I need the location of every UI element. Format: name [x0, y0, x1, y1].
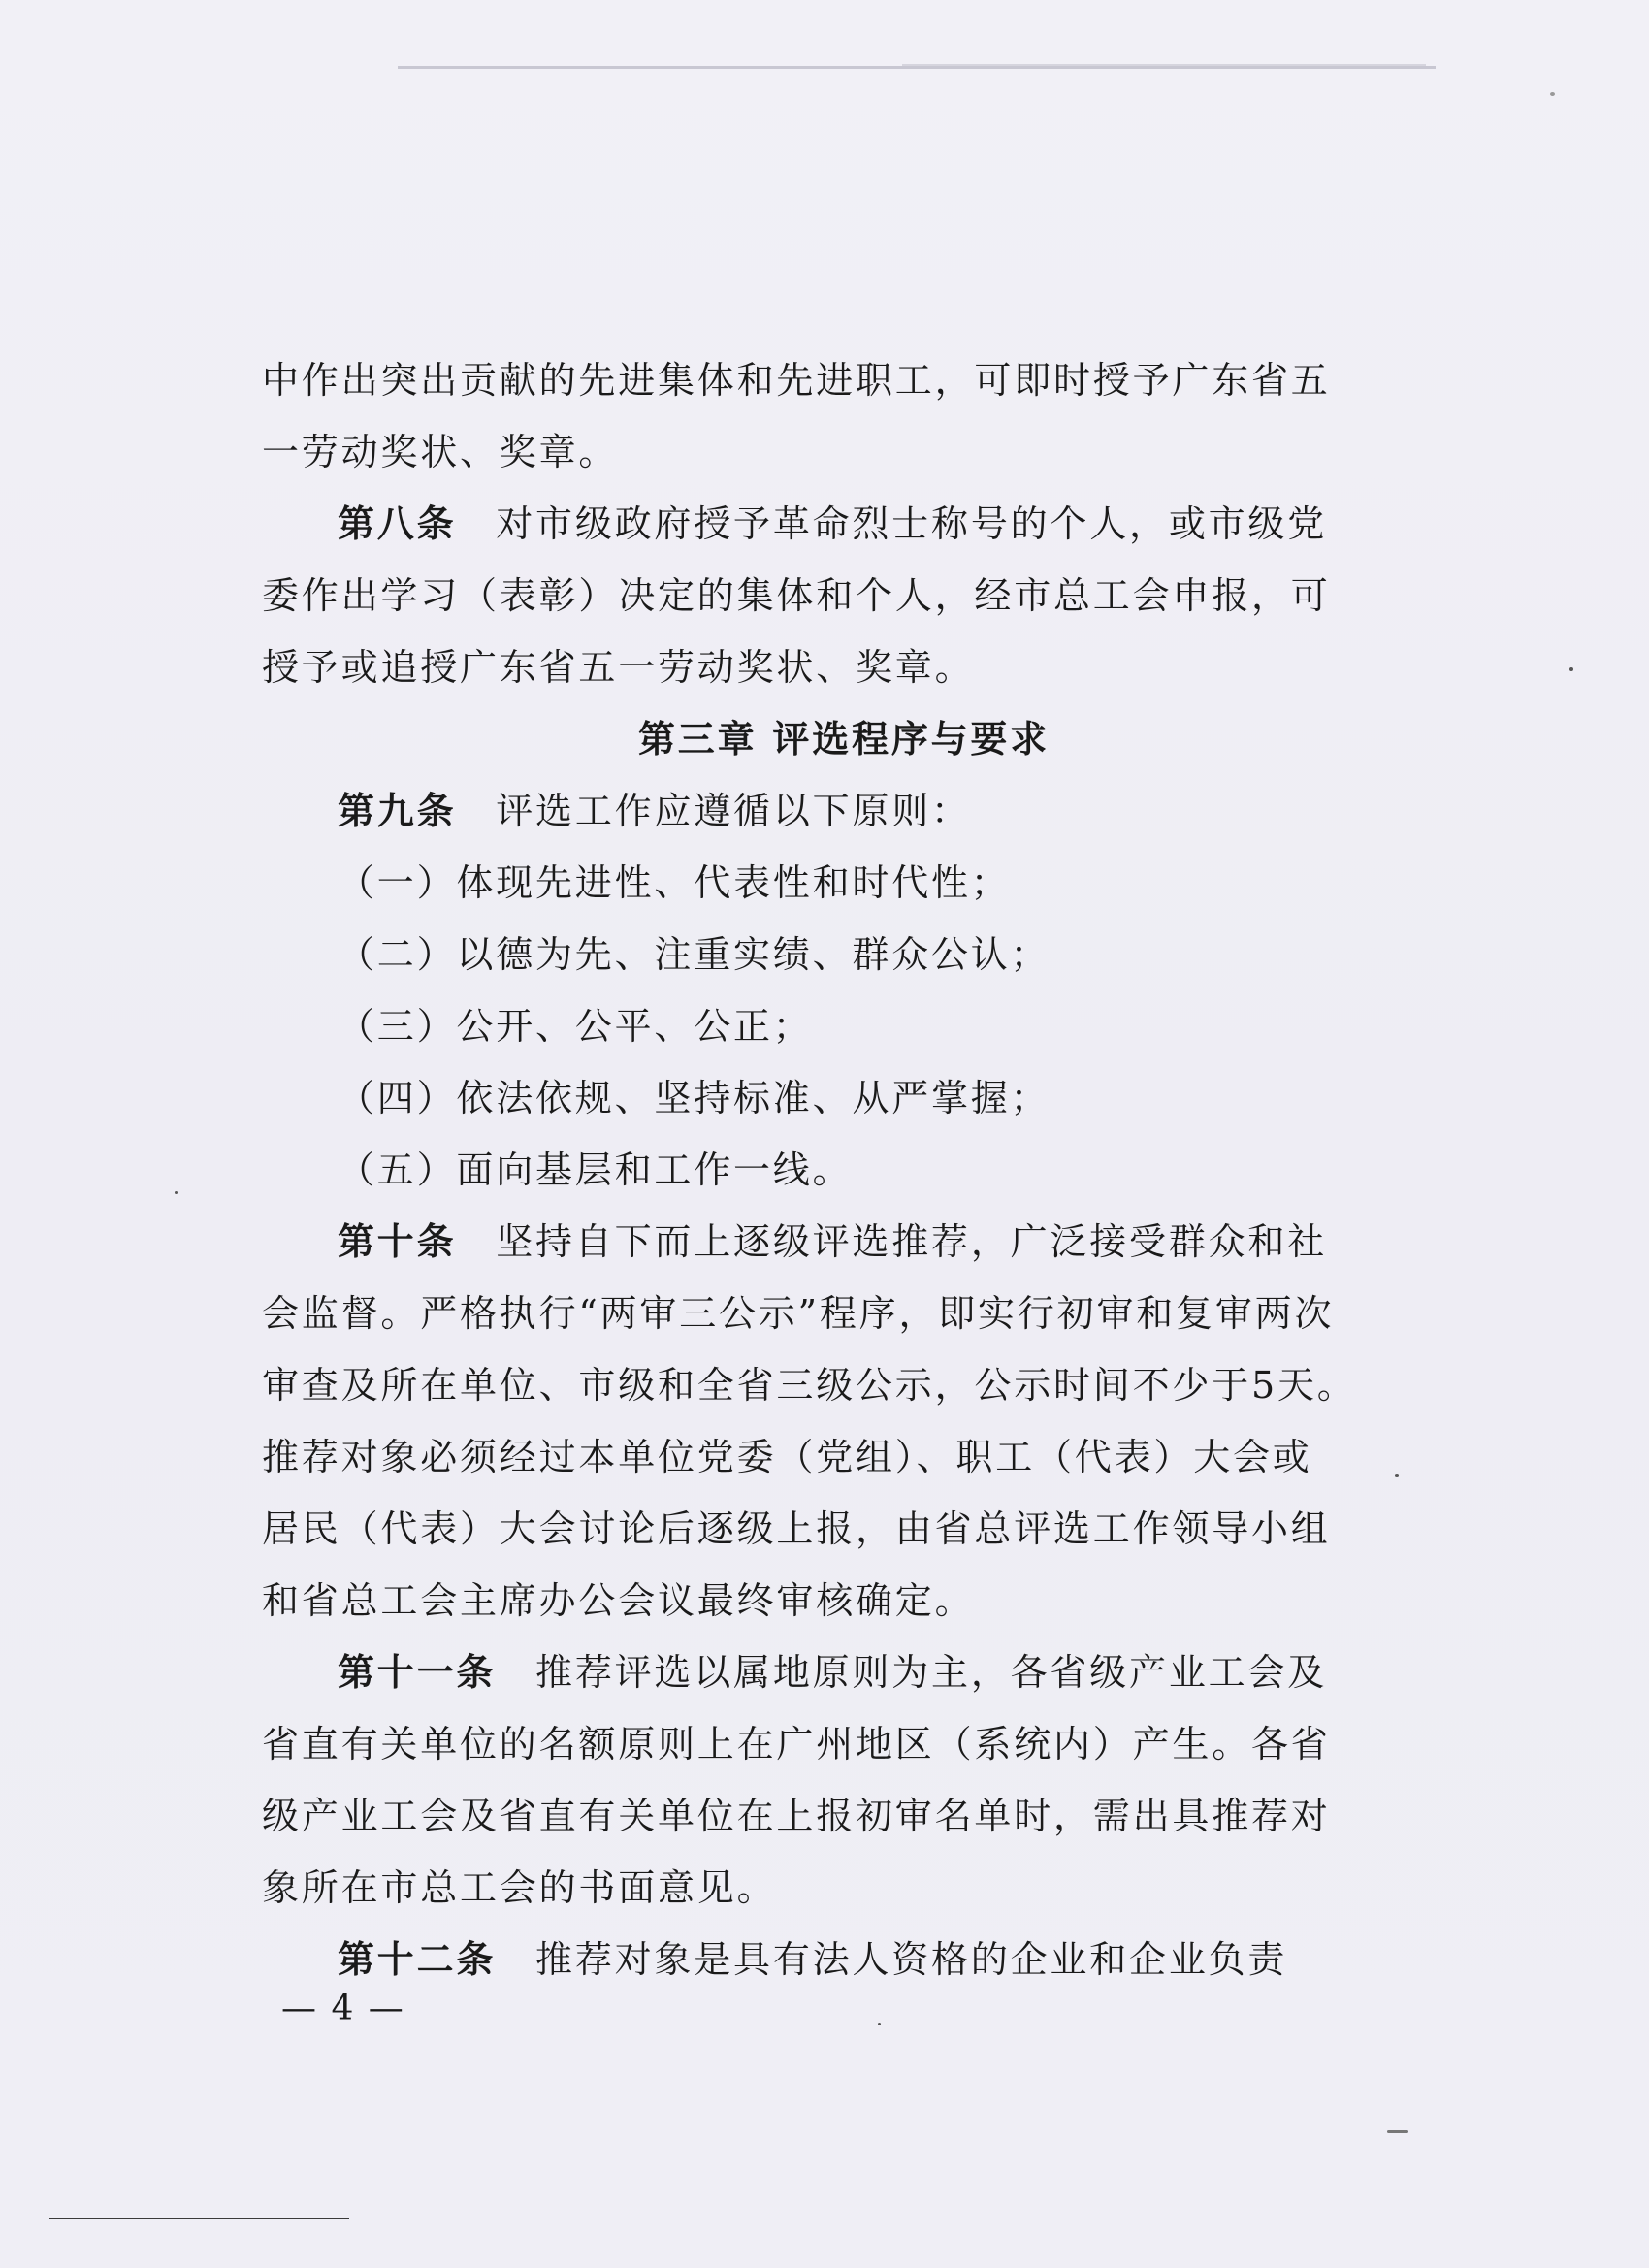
scan-speck: [1387, 2130, 1408, 2133]
scan-speck: [1569, 667, 1573, 671]
article-9-line: [262, 775, 1406, 847]
principle-item: （三）公开、公平、公正；: [338, 1005, 813, 1048]
document-body: [262, 344, 1406, 1995]
article-12-line: [262, 1924, 1406, 1995]
article-10-line: [262, 1206, 1406, 1278]
paragraph-line: 审查及所在单位、市级和全省三级公示，公示时间不少于5天。: [262, 1364, 1357, 1407]
paragraph-line: 省直有关单位的名额原则上在广州地区（系统内）产生。各省: [262, 1723, 1331, 1766]
chapter-heading: 第三章 评选程序与要求: [637, 717, 1051, 761]
top-border-rule: [398, 66, 1436, 69]
scan-speck: [1550, 92, 1555, 96]
principle-item: （四）依法依规、坚持标准、从严掌握；: [338, 1077, 1051, 1119]
paragraph-line: 一劳动奖状、奖章。: [262, 431, 619, 473]
article-text: 推荐评选以属地原则为主，各省级产业工会及: [535, 1651, 1328, 1694]
article-8-line: [262, 488, 1406, 560]
article-11-line: [262, 1636, 1406, 1708]
article-label: 第十二条: [338, 1937, 497, 1981]
scan-speck: [175, 1191, 178, 1194]
page-number: — 4 —: [281, 1989, 405, 2028]
principle-item: （二）以德为先、注重实绩、群众公认；: [338, 933, 1051, 976]
scan-speck: [878, 2023, 881, 2025]
principle-item: （五）面向基层和工作一线。: [338, 1149, 853, 1191]
article-label: 第八条: [338, 502, 457, 545]
paragraph-line: 级产业工会及省直有关单位在上报初审名单时，需出具推荐对: [262, 1795, 1331, 1837]
paragraph-line: 中作出突出贡献的先进集体和先进职工，可即时授予广东省五: [262, 359, 1331, 402]
scan-speck: [1395, 1474, 1399, 1477]
paragraph-line: 居民（代表）大会讨论后逐级上报，由省总评选工作领导小组: [262, 1507, 1331, 1550]
article-label: 第十一条: [338, 1650, 497, 1694]
paragraph-line: 推荐对象必须经过本单位党委（党组）、职工（代表）大会或: [262, 1436, 1312, 1478]
bottom-border-rule: [48, 2218, 349, 2219]
article-text: 坚持自下而上逐级评选推荐，广泛接受群众和社: [496, 1220, 1328, 1263]
paragraph-line: 授予或追授广东省五一劳动奖状、奖章。: [262, 646, 975, 689]
paragraph-line: 会监督。严格执行“两审三公示”程序，即实行初审和复审两次: [262, 1292, 1335, 1335]
article-label: 第十条: [338, 1219, 457, 1263]
article-label: 第九条: [338, 789, 457, 832]
article-text: 评选工作应遵循以下原则：: [496, 790, 971, 832]
article-text: 推荐对象是具有法人资格的企业和企业负责: [535, 1938, 1288, 1981]
principle-item: （一）体现先进性、代表性和时代性；: [338, 861, 1011, 904]
article-text: 对市级政府授予革命烈士称号的个人，或市级党: [496, 502, 1328, 545]
paragraph-line: 委作出学习（表彰）决定的集体和个人，经市总工会申报，可: [262, 574, 1331, 617]
paragraph-line: 象所在市总工会的书面意见。: [262, 1866, 777, 1909]
paragraph-line: 和省总工会主席办公会议最终审核确定。: [262, 1579, 975, 1622]
top-border-rule-secondary: [902, 64, 1426, 66]
